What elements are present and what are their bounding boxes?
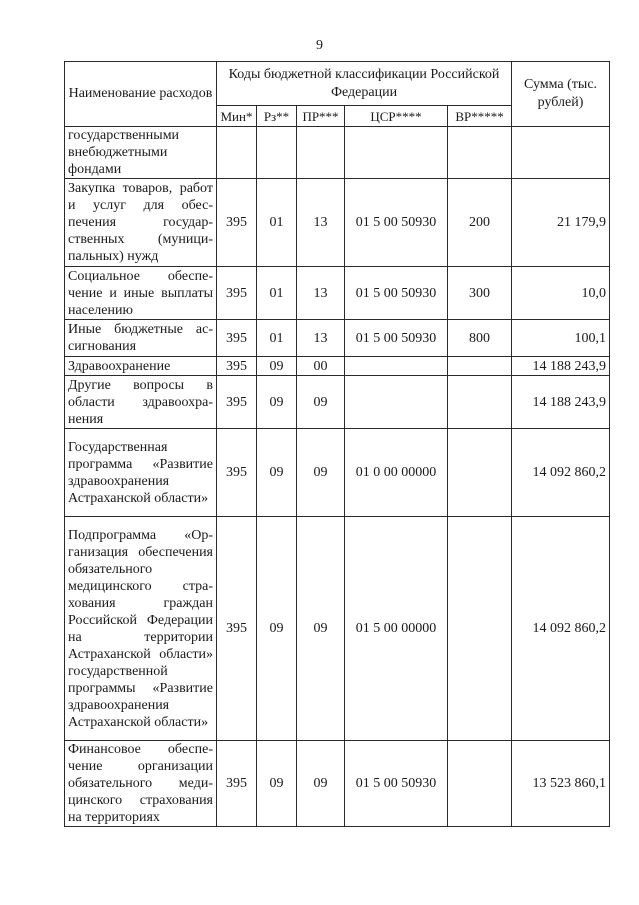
row-min: 395: [217, 357, 257, 376]
row-name: Финансовое обеспечение организации обязательного медицинского страхования на территориях: [65, 741, 217, 827]
row-vr: [448, 517, 512, 741]
row-min: [217, 127, 257, 179]
header-codes-group: Коды бюджетной классификации Российской Федерации: [217, 62, 512, 106]
row-pr: 09: [297, 376, 345, 429]
row-vr: [448, 376, 512, 429]
header-pr: ПР***: [297, 106, 345, 127]
table-body: [65, 127, 610, 827]
header-csr: ЦСР****: [345, 106, 448, 127]
row-rz: 01: [257, 267, 297, 320]
row-csr: [345, 127, 448, 179]
table-row: [65, 429, 610, 517]
header-vr: ВР*****: [448, 106, 512, 127]
row-rz: 09: [257, 429, 297, 517]
row-sum: 100,1: [512, 320, 610, 357]
table-row: [65, 267, 610, 320]
table-row: [65, 517, 610, 741]
row-sum: 13 523 860,1: [512, 741, 610, 827]
table-row: [65, 320, 610, 357]
table-row: [65, 357, 610, 376]
row-min: 395: [217, 517, 257, 741]
row-csr: 01 5 00 00000: [345, 517, 448, 741]
row-pr: 13: [297, 267, 345, 320]
row-csr: [345, 376, 448, 429]
row-name: государственными внебюджетными фондами: [65, 127, 217, 179]
header-name: Наименование расходов: [65, 62, 217, 127]
row-pr: 09: [297, 741, 345, 827]
row-sum: 14 092 860,2: [512, 429, 610, 517]
row-csr: 01 5 00 50930: [345, 267, 448, 320]
row-min: 395: [217, 429, 257, 517]
row-sum: 21 179,9: [512, 179, 610, 267]
row-name: Иные бюджетные ассигнования: [65, 320, 217, 357]
row-name: Закупка товаров, работ и услуг для обеспечения государственных (муниципальных) нужд: [65, 179, 217, 267]
row-sum: 14 092 860,2: [512, 517, 610, 741]
row-pr: 09: [297, 429, 345, 517]
row-vr: [448, 429, 512, 517]
row-csr: 01 0 00 00000: [345, 429, 448, 517]
row-sum: 14 188 243,9: [512, 376, 610, 429]
row-rz: 09: [257, 517, 297, 741]
row-vr: 200: [448, 179, 512, 267]
row-vr: [448, 357, 512, 376]
row-sum: [512, 127, 610, 179]
table-row: [65, 376, 610, 429]
row-sum: 14 188 243,9: [512, 357, 610, 376]
table-row: [65, 741, 610, 827]
header-sum: Сумма (тыс. рублей): [512, 62, 610, 127]
row-name: Подпрограмма «Организация обеспечения обязательного медицинского страхования граждан Российской Федерации на территории Астраханской области» государственной программы «Развитие здравоохранения Астраханской области»: [65, 517, 217, 741]
row-vr: 800: [448, 320, 512, 357]
table-row: [65, 127, 610, 179]
row-vr: [448, 127, 512, 179]
row-rz: 01: [257, 320, 297, 357]
row-name: Государственная программа «Развитие здравоохранения Астраханской области»: [65, 429, 217, 517]
row-csr: 01 5 00 50930: [345, 179, 448, 267]
row-pr: [297, 127, 345, 179]
row-min: 395: [217, 267, 257, 320]
row-name: Другие вопросы в области здравоохранения: [65, 376, 217, 429]
row-name: Социальное обеспечение и иные выплаты населению: [65, 267, 217, 320]
table-row: [65, 179, 610, 267]
header-rz: Рз**: [257, 106, 297, 127]
row-csr: 01 5 00 50930: [345, 320, 448, 357]
row-pr: 13: [297, 320, 345, 357]
row-min: 395: [217, 741, 257, 827]
row-csr: 01 5 00 50930: [345, 741, 448, 827]
row-pr: 13: [297, 179, 345, 267]
row-pr: 00: [297, 357, 345, 376]
row-min: 395: [217, 376, 257, 429]
row-rz: 09: [257, 357, 297, 376]
row-vr: 300: [448, 267, 512, 320]
header-min: Мин*: [217, 106, 257, 127]
row-min: 395: [217, 320, 257, 357]
page-number: 9: [316, 38, 323, 53]
row-vr: [448, 741, 512, 827]
row-name: Здравоохранение: [65, 357, 217, 376]
row-sum: 10,0: [512, 267, 610, 320]
row-csr: [345, 357, 448, 376]
row-rz: 01: [257, 179, 297, 267]
table-header: [65, 62, 610, 127]
row-rz: 09: [257, 741, 297, 827]
row-min: 395: [217, 179, 257, 267]
budget-table: [64, 61, 610, 827]
row-rz: 09: [257, 376, 297, 429]
row-pr: 09: [297, 517, 345, 741]
row-rz: [257, 127, 297, 179]
